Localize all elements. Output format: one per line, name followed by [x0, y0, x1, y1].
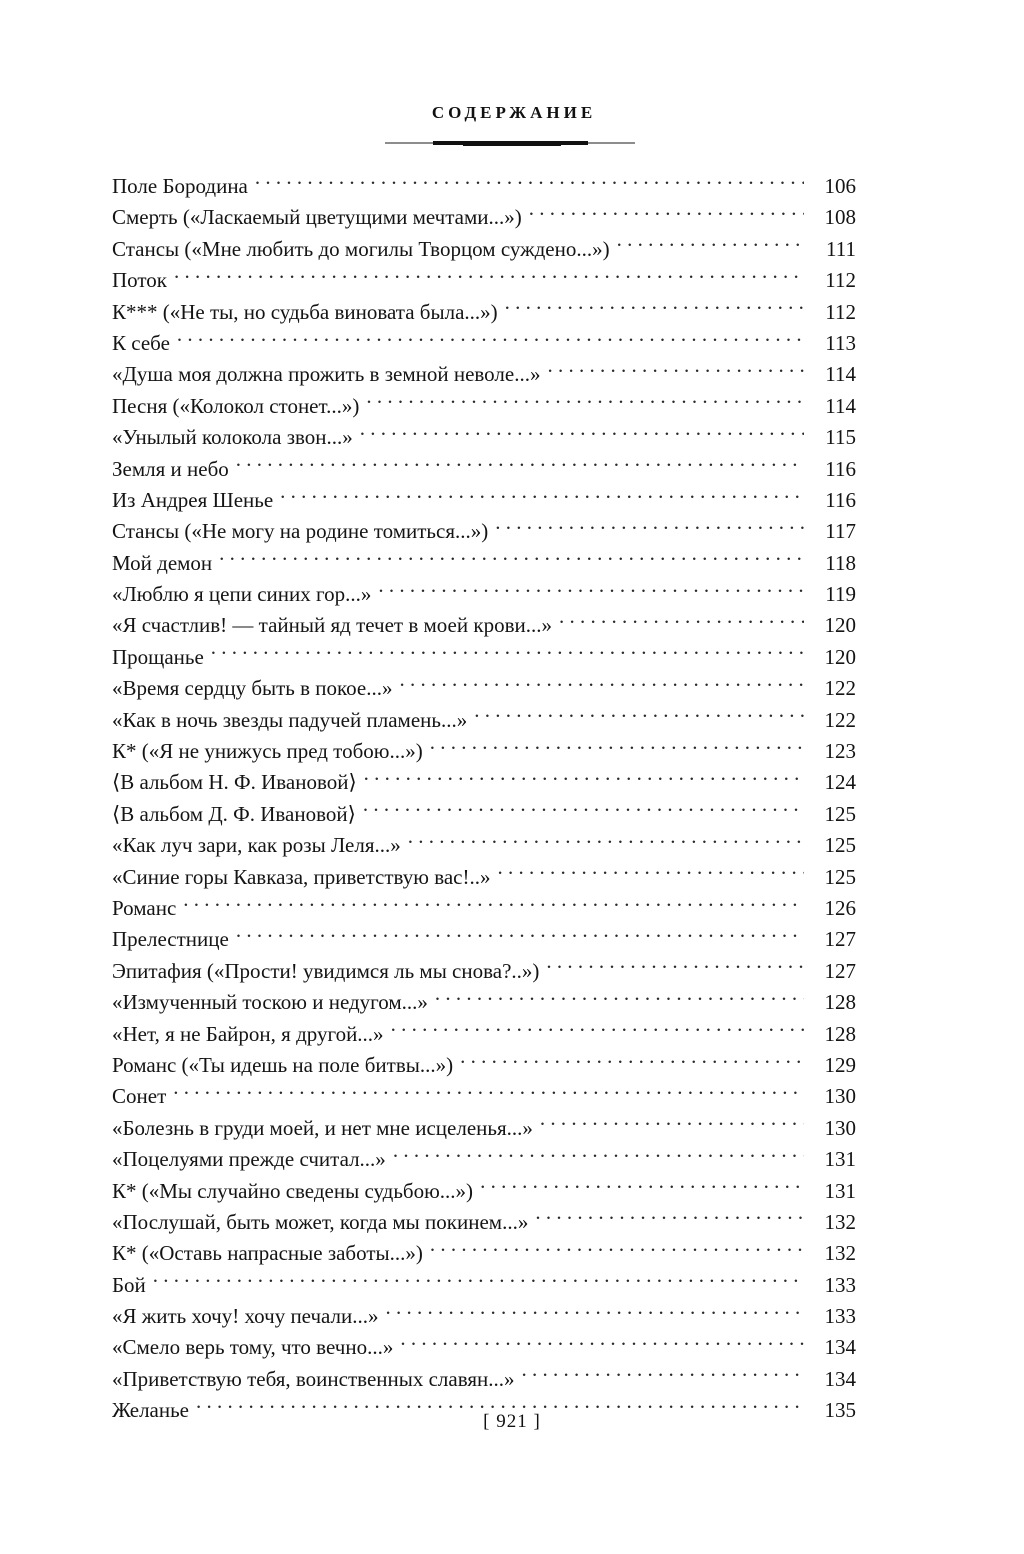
toc-entry-page-number: 123	[824, 739, 856, 764]
toc-entry-page-number: 112	[825, 299, 856, 324]
toc-entry[interactable]	[112, 328, 856, 359]
toc-entry[interactable]	[112, 422, 856, 453]
toc-entry-title: Песня («Колокол стонет...»)	[112, 393, 360, 418]
toc-dot-leader	[408, 831, 804, 852]
decorative-rule-icon	[385, 140, 635, 147]
toc-dot-leader	[177, 329, 804, 350]
toc-dot-leader	[495, 517, 804, 538]
toc-entry[interactable]	[112, 1364, 856, 1395]
toc-dot-leader	[393, 1145, 804, 1166]
toc-entry[interactable]	[112, 1270, 856, 1301]
toc-entry[interactable]	[112, 359, 856, 390]
toc-entry-title: «Болезнь в груди моей, и нет мне исцеленья...»	[112, 1115, 533, 1140]
toc-entry-page-number: 119	[825, 582, 856, 607]
toc-dot-leader	[400, 1333, 804, 1354]
toc-entry[interactable]	[112, 1176, 856, 1207]
toc-entry-title: Поле Бородина	[112, 174, 248, 198]
toc-entry[interactable]	[112, 1332, 856, 1363]
toc-entry[interactable]	[112, 924, 856, 955]
toc-entry-page-number: 125	[824, 833, 856, 858]
toc-dot-leader	[386, 1302, 804, 1323]
toc-entry[interactable]	[112, 987, 856, 1018]
toc-entry-page-number: 116	[825, 456, 856, 481]
toc-entry[interactable]	[112, 736, 856, 767]
toc-dot-leader	[183, 894, 804, 915]
toc-entry-page-number: 128	[824, 1021, 856, 1046]
toc-entry-page-number: 133	[824, 1272, 856, 1297]
toc-entry[interactable]	[112, 673, 856, 704]
toc-entry[interactable]	[112, 610, 856, 641]
toc-entry-title: К себе	[112, 330, 170, 355]
toc-entry[interactable]	[112, 642, 856, 673]
toc-dot-leader	[378, 580, 804, 601]
toc-entry-page-number: 116	[825, 487, 856, 512]
toc-entry-page-number: 129	[824, 1052, 856, 1077]
toc-entry-title: «Как в ночь звезды падучей пламень...»	[112, 707, 468, 732]
toc-entry[interactable]	[112, 234, 856, 265]
toc-entry-page-number: 118	[825, 550, 856, 575]
toc-entry-title: Стансы («Не могу на родине томиться...»)	[112, 519, 489, 544]
toc-dot-leader	[363, 800, 804, 821]
toc-entry-title: Эпитафия («Прости! увидимся ль мы снова?..»)	[112, 958, 540, 983]
toc-entry-title: «Время сердцу быть в покое...»	[112, 676, 393, 701]
toc-entry-page-number: 127	[824, 927, 856, 952]
toc-entry-title: Сонет	[112, 1084, 167, 1109]
toc-entry-page-number: 117	[825, 519, 856, 544]
toc-dot-leader	[236, 455, 804, 476]
toc-entry-title: Смерть («Ласкаемый цветущими мечтами...»)	[112, 205, 522, 230]
toc-dot-leader	[522, 1365, 804, 1386]
toc-entry[interactable]	[112, 956, 856, 987]
toc-dot-leader	[505, 298, 804, 319]
toc-entry-page-number: 114	[825, 362, 856, 387]
toc-entry-page-number: 125	[824, 864, 856, 889]
toc-entry-title: Желанье	[112, 1398, 190, 1423]
toc-entry-title: Романс	[112, 895, 177, 920]
toc-dot-leader	[360, 423, 804, 444]
toc-entry-title: «Приветствую тебя, воинственных славян...»	[112, 1366, 515, 1391]
toc-entry-title: К* («Оставь напрасные заботы...»)	[112, 1241, 423, 1266]
table-of-contents	[112, 171, 856, 1427]
toc-entry-page-number: 131	[824, 1147, 856, 1172]
toc-entry-page-number: 126	[824, 895, 856, 920]
toc-entry-title: ⟨В альбом Д. Ф. Ивановой⟩	[112, 801, 356, 826]
toc-entry[interactable]	[112, 1050, 856, 1081]
toc-dot-leader	[174, 266, 804, 287]
toc-entry-title: «Унылый колокола звон...»	[112, 425, 353, 450]
toc-entry-page-number: 122	[824, 707, 856, 732]
toc-entry-page-number: 120	[824, 613, 856, 638]
toc-entry-title: Романс («Ты идешь на поле битвы...»)	[112, 1052, 454, 1077]
toc-entry-page-number: 125	[824, 801, 856, 826]
toc-entry-page-number: 132	[824, 1241, 856, 1266]
toc-dot-leader	[364, 768, 804, 789]
toc-entry-title: «Поцелуями прежде считал...»	[112, 1147, 386, 1172]
toc-entry-title: К* («Мы случайно сведены судьбою...»)	[112, 1178, 474, 1203]
toc-entry[interactable]	[112, 1301, 856, 1332]
toc-entry-page-number: 111	[826, 236, 856, 261]
toc-dot-leader	[236, 925, 804, 946]
toc-entry-title: «Я жить хочу! хочу печали...»	[112, 1304, 379, 1329]
toc-entry-title: «Послушай, быть может, когда мы покинем...»	[112, 1209, 529, 1234]
toc-entry-page-number: 130	[824, 1084, 856, 1109]
toc-entry[interactable]	[112, 485, 856, 516]
toc-entry-page-number: 134	[824, 1335, 856, 1360]
toc-entry-title: Бой	[112, 1272, 146, 1297]
toc-entry-page-number: 115	[825, 425, 856, 450]
toc-entry-title: Из Андрея Шенье	[112, 487, 274, 512]
toc-dot-leader	[153, 1271, 804, 1292]
page-title: СОДЕРЖАНИЕ	[431, 103, 597, 122]
toc-entry[interactable]	[112, 516, 856, 547]
toc-entry-page-number: 134	[824, 1366, 856, 1391]
toc-entry-page-number: 124	[824, 770, 856, 795]
toc-dot-leader	[391, 1020, 804, 1041]
toc-entry[interactable]	[112, 862, 856, 893]
toc-entry-title: «Измученный тоскою и недугом...»	[112, 990, 428, 1015]
toc-dot-leader	[559, 611, 804, 632]
folio-page-number: [ 921 ]	[483, 1411, 541, 1432]
toc-dot-leader	[529, 203, 804, 224]
toc-entry-title: Прелестнице	[112, 927, 229, 952]
toc-dot-leader	[255, 172, 804, 193]
toc-dot-leader	[430, 1239, 804, 1260]
toc-dot-leader	[173, 1082, 804, 1103]
toc-dot-leader	[617, 235, 804, 256]
toc-entry-title: К* («Я не унижусь пред тобою...»)	[112, 739, 423, 764]
toc-entry[interactable]	[112, 579, 856, 610]
toc-entry-title: Прощанье	[112, 644, 204, 669]
toc-dot-leader	[535, 1208, 804, 1229]
toc-entry[interactable]	[112, 830, 856, 861]
toc-entry[interactable]	[112, 297, 856, 328]
toc-entry[interactable]	[112, 265, 856, 296]
toc-dot-leader	[480, 1177, 804, 1198]
toc-entry-page-number: 132	[824, 1209, 856, 1234]
toc-entry[interactable]	[112, 1207, 856, 1238]
toc-entry[interactable]	[112, 1144, 856, 1175]
toc-entry-title: «Смело верь тому, что вечно...»	[112, 1335, 394, 1360]
toc-dot-leader	[435, 988, 804, 1009]
toc-dot-leader	[460, 1051, 804, 1072]
toc-entry-page-number: 135	[824, 1398, 856, 1423]
toc-entry-page-number: 113	[825, 330, 856, 355]
toc-entry[interactable]	[112, 705, 856, 736]
toc-entry-title: К*** («Не ты, но судьба виновата была...»)	[112, 299, 498, 324]
toc-entry-title: Стансы («Мне любить до могилы Творцом суждено...»)	[112, 236, 610, 261]
toc-entry[interactable]	[112, 454, 856, 485]
toc-dot-leader	[211, 643, 804, 664]
toc-dot-leader	[366, 392, 804, 413]
toc-entry-title: «Люблю я цепи синих гор...»	[112, 582, 372, 607]
toc-entry-title: «Синие горы Кавказа, приветствую вас!..»	[112, 864, 491, 889]
toc-entry-title: «Как луч зари, как розы Леля...»	[112, 833, 401, 858]
toc-entry-page-number: 130	[824, 1115, 856, 1140]
toc-entry-page-number: 122	[824, 676, 856, 701]
toc-dot-leader	[430, 737, 804, 758]
toc-entry[interactable]	[112, 1113, 856, 1144]
toc-entry-page-number: 128	[824, 990, 856, 1015]
toc-entry[interactable]	[112, 391, 856, 422]
toc-entry-page-number: 106	[824, 174, 856, 198]
toc-entry-title: «Я счастлив! — тайный яд течет в моей крови...»	[112, 613, 552, 638]
toc-entry[interactable]	[112, 799, 856, 830]
toc-dot-leader	[546, 957, 804, 978]
toc-entry[interactable]	[112, 171, 856, 202]
toc-entry-title: Мой демон	[112, 550, 213, 575]
toc-entry-title: ⟨В альбом Н. Ф. Ивановой⟩	[112, 770, 357, 795]
toc-entry[interactable]	[112, 548, 856, 579]
toc-entry-page-number: 133	[824, 1304, 856, 1329]
toc-entry-title: «Душа моя должна прожить в земной неволе...»	[112, 362, 541, 387]
toc-dot-leader	[547, 360, 804, 381]
toc-entry[interactable]	[112, 1019, 856, 1050]
toc-entry-page-number: 120	[824, 644, 856, 669]
toc-dot-leader	[540, 1114, 804, 1135]
toc-entry[interactable]	[112, 202, 856, 233]
toc-entry[interactable]	[112, 893, 856, 924]
toc-entry-page-number: 127	[824, 958, 856, 983]
toc-entry-title: Земля и небо	[112, 456, 229, 481]
toc-entry-title: Поток	[112, 268, 167, 293]
toc-dot-leader	[280, 486, 804, 507]
toc-entry-title: «Нет, я не Байрон, я другой...»	[112, 1021, 384, 1046]
toc-entry-page-number: 108	[824, 205, 856, 230]
toc-dot-leader	[400, 674, 805, 695]
toc-entry[interactable]	[112, 767, 856, 798]
toc-entry-page-number: 131	[824, 1178, 856, 1203]
toc-entry[interactable]	[112, 1238, 856, 1269]
toc-dot-leader	[219, 549, 804, 570]
toc-dot-leader	[474, 706, 804, 727]
toc-entry-page-number: 112	[825, 268, 856, 293]
toc-dot-leader	[497, 863, 804, 884]
toc-entry-page-number: 114	[825, 393, 856, 418]
toc-entry[interactable]	[112, 1081, 856, 1112]
